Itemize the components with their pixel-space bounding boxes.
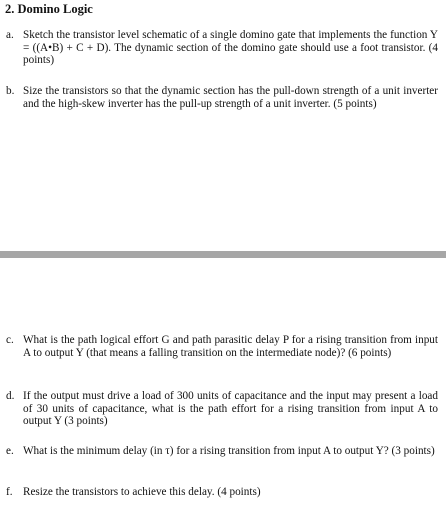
question-letter: c. [6, 334, 14, 346]
question-text: Size the transistors so that the dynamic section has the pull-down strength of a unit inverter and the high-skew inverter has the pull-up strength of a unit inverter. (5 points) [23, 85, 438, 110]
question-b [6, 85, 438, 110]
question-letter: a. [6, 29, 14, 41]
question-f [6, 486, 438, 499]
section-title: 2. Domino Logic [5, 2, 93, 16]
question-text: Resize the transistors to achieve this delay. (4 points) [23, 486, 261, 498]
page-divider [0, 251, 446, 258]
question-d [6, 390, 438, 428]
question-text: Sketch the transistor level schematic of a single domino gate that implements the function Y = ((A•B) + C + D). The dynamic section of the domino gate should use a foot transistor. (4 points) [23, 29, 438, 67]
question-text: If the output must drive a load of 300 units of capacitance and the input may present a load of 30 units of capacitance, what is the path effort for a rising transition from input A to output Y (3 points) [23, 390, 438, 428]
question-letter: f. [6, 486, 13, 498]
question-text: What is the path logical effort G and path parasitic delay P for a rising transition from input A to output Y (that means a falling transition on the intermediate node)? (6 points) [23, 334, 438, 359]
question-letter: d. [6, 390, 15, 402]
question-letter: e. [6, 445, 14, 457]
question-c [6, 334, 438, 359]
question-text: What is the minimum delay (in τ) for a rising transition from input A to output Y? (3 points) [23, 445, 435, 457]
question-a [6, 29, 438, 67]
question-letter: b. [6, 85, 15, 97]
question-e [6, 445, 438, 458]
